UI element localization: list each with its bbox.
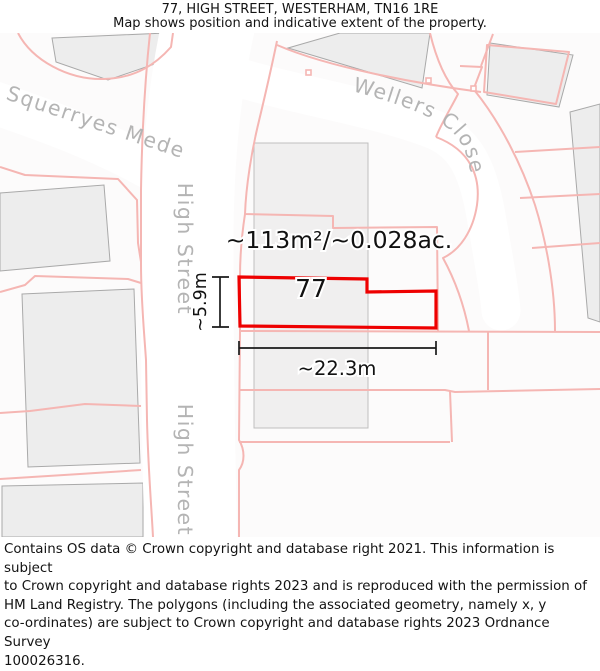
attribution-line: Contains OS data © Crown copyright and database right 2021. This information is subject [4,542,555,576]
gate-marker [471,86,476,91]
property-width-label: ~22.3m [297,357,377,380]
street-label-high-street-lower: High Street [173,403,197,537]
building [0,185,110,271]
page-subtitle: Map shows position and indicative extent of the property. [113,16,487,31]
gate-marker [306,70,311,75]
map-header [0,0,600,33]
attribution [0,537,600,671]
street-label-squerryes-mede: Squerryes Mede [3,80,189,164]
building [487,43,573,107]
attribution-line: 100026316. [4,653,85,669]
attribution-line: to Crown copyright and database rights 2023 and is reproduced with the permission of [4,579,587,595]
gate-marker [426,78,431,83]
property-area-label: ~113m²/~0.028ac. [225,226,453,254]
property-map [0,33,600,537]
building [570,104,600,322]
street-label-wellers-close-text: Wellers Close [350,72,490,176]
page-title: 77, HIGH STREET, WESTERHAM, TN16 1RE [161,2,439,17]
building [2,483,143,537]
property-depth-label: ~5.9m [191,272,211,332]
building [22,289,140,467]
attribution-line: HM Land Registry. The polygons (including the associated geometry, namely x, y [4,597,547,613]
property-number-label: 77 [295,274,327,303]
attribution-line: co-ordinates) are subject to Crown copyright and database rights 2023 Ordnance Survey [4,616,550,650]
street-label-high-street-upper: High Street [173,182,197,316]
